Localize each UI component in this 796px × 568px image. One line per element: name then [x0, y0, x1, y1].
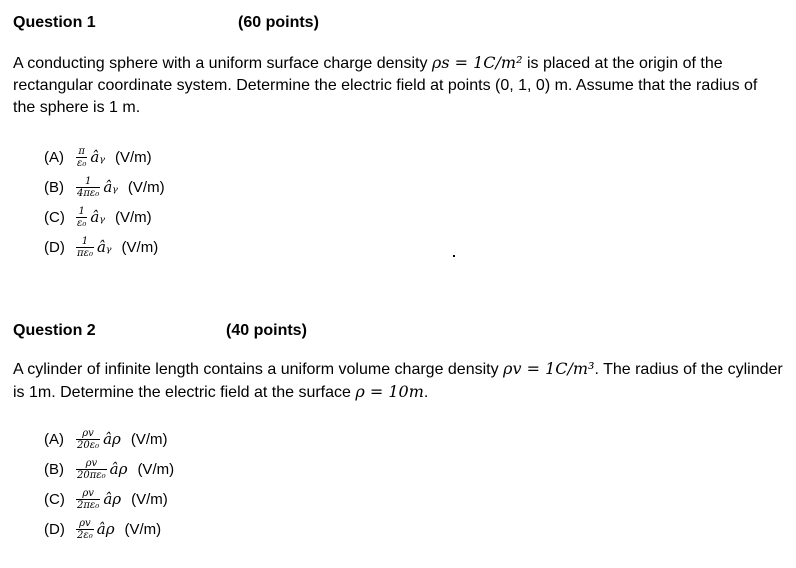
- unit-vector: âᵧ: [90, 208, 105, 226]
- option-unit: (V/m): [130, 430, 168, 448]
- fraction-numerator: 1: [81, 235, 89, 247]
- question-1-title: Question 1: [13, 14, 96, 31]
- fraction-denominator: 2ε₀: [77, 529, 93, 541]
- unit-vector: âᵧ: [90, 148, 105, 166]
- option-fraction: [76, 428, 100, 451]
- option-fraction: [76, 458, 107, 481]
- option-letter: (A): [44, 148, 64, 166]
- option-letter: (C): [44, 208, 65, 226]
- option-unit: (V/m): [137, 460, 175, 478]
- option-fraction: [76, 488, 100, 511]
- question-2-points: (40 points): [226, 322, 307, 339]
- q2-option-b[interactable]: [44, 454, 174, 484]
- fraction-denominator: 4πε₀: [77, 187, 100, 199]
- question-1-text: [13, 52, 783, 119]
- unit-vector: âᵧ: [103, 178, 118, 196]
- question-1-text-part-a: A conducting sphere with a uniform surface charge density: [13, 55, 432, 72]
- fraction-denominator: 20ε₀: [77, 439, 100, 451]
- surface-radius: ρ = 10m: [355, 382, 424, 401]
- option-fraction: [76, 146, 87, 169]
- q1-option-b[interactable]: [44, 172, 165, 202]
- option-unit: (V/m): [131, 490, 168, 508]
- option-letter: (A): [44, 430, 64, 448]
- question-2-text-part-c: .: [423, 384, 429, 401]
- option-fraction: [76, 176, 100, 199]
- volume-charge-density: ρv = 1C/m³: [503, 359, 595, 378]
- fraction-denominator: πε₀: [77, 247, 93, 259]
- question-1-options: [44, 142, 165, 262]
- fraction-numerator: 1: [78, 205, 85, 217]
- option-unit: (V/m): [127, 178, 165, 196]
- option-unit: (V/m): [121, 238, 159, 256]
- stray-dot: [453, 255, 455, 257]
- fraction-denominator: ε₀: [77, 217, 87, 229]
- option-letter: (C): [44, 490, 65, 508]
- surface-charge-density: ρs = 1C/m²: [431, 53, 523, 72]
- question-2-options: [44, 424, 174, 544]
- unit-vector: âρ: [96, 520, 115, 538]
- fraction-numerator: 1: [84, 175, 92, 187]
- question-1-text-part-b: is placed at the origin of the rectangular coordinate system. Determine the electric field at points (0, 1, 0) m. Assume that the radius of the sphere is 1 m.: [13, 55, 758, 116]
- option-unit: (V/m): [114, 208, 152, 226]
- fraction-denominator: 2πε₀: [77, 499, 100, 511]
- q1-option-d[interactable]: [44, 232, 165, 262]
- fraction-denominator: 20πε₀: [77, 469, 106, 481]
- option-fraction: [76, 518, 94, 541]
- question-2-text-part-b: . The radius of the cylinder is 1m. Determine the electric field at the surface: [13, 361, 783, 401]
- question-2-text-part-a: A cylinder of infinite length contains a uniform volume charge density: [13, 361, 504, 378]
- fraction-denominator: ε₀: [77, 157, 87, 169]
- fraction-numerator: ρv: [79, 517, 91, 529]
- option-fraction: [76, 236, 94, 259]
- fraction-numerator: ρv: [82, 427, 94, 439]
- unit-vector: âρ: [103, 430, 121, 448]
- unit-vector: âρ: [109, 460, 128, 478]
- q2-option-a[interactable]: [44, 424, 174, 454]
- option-letter: (D): [44, 520, 65, 538]
- unit-vector: âρ: [103, 490, 122, 508]
- q2-option-d[interactable]: [44, 514, 174, 544]
- option-letter: (D): [44, 238, 65, 256]
- option-fraction: [76, 206, 87, 229]
- option-letter: (B): [44, 178, 64, 196]
- fraction-numerator: π: [78, 145, 85, 157]
- unit-vector: âᵧ: [96, 238, 112, 256]
- option-unit: (V/m): [114, 148, 152, 166]
- q1-option-c[interactable]: [44, 202, 165, 232]
- option-unit: (V/m): [124, 520, 162, 538]
- fraction-numerator: ρv: [85, 457, 98, 469]
- q1-option-a[interactable]: [44, 142, 165, 172]
- question-2-title: Question 2: [13, 322, 96, 339]
- q2-option-c[interactable]: [44, 484, 174, 514]
- question-1-points: (60 points): [238, 14, 319, 31]
- fraction-numerator: ρv: [82, 487, 94, 499]
- question-2-text: [13, 358, 783, 404]
- option-letter: (B): [44, 460, 64, 478]
